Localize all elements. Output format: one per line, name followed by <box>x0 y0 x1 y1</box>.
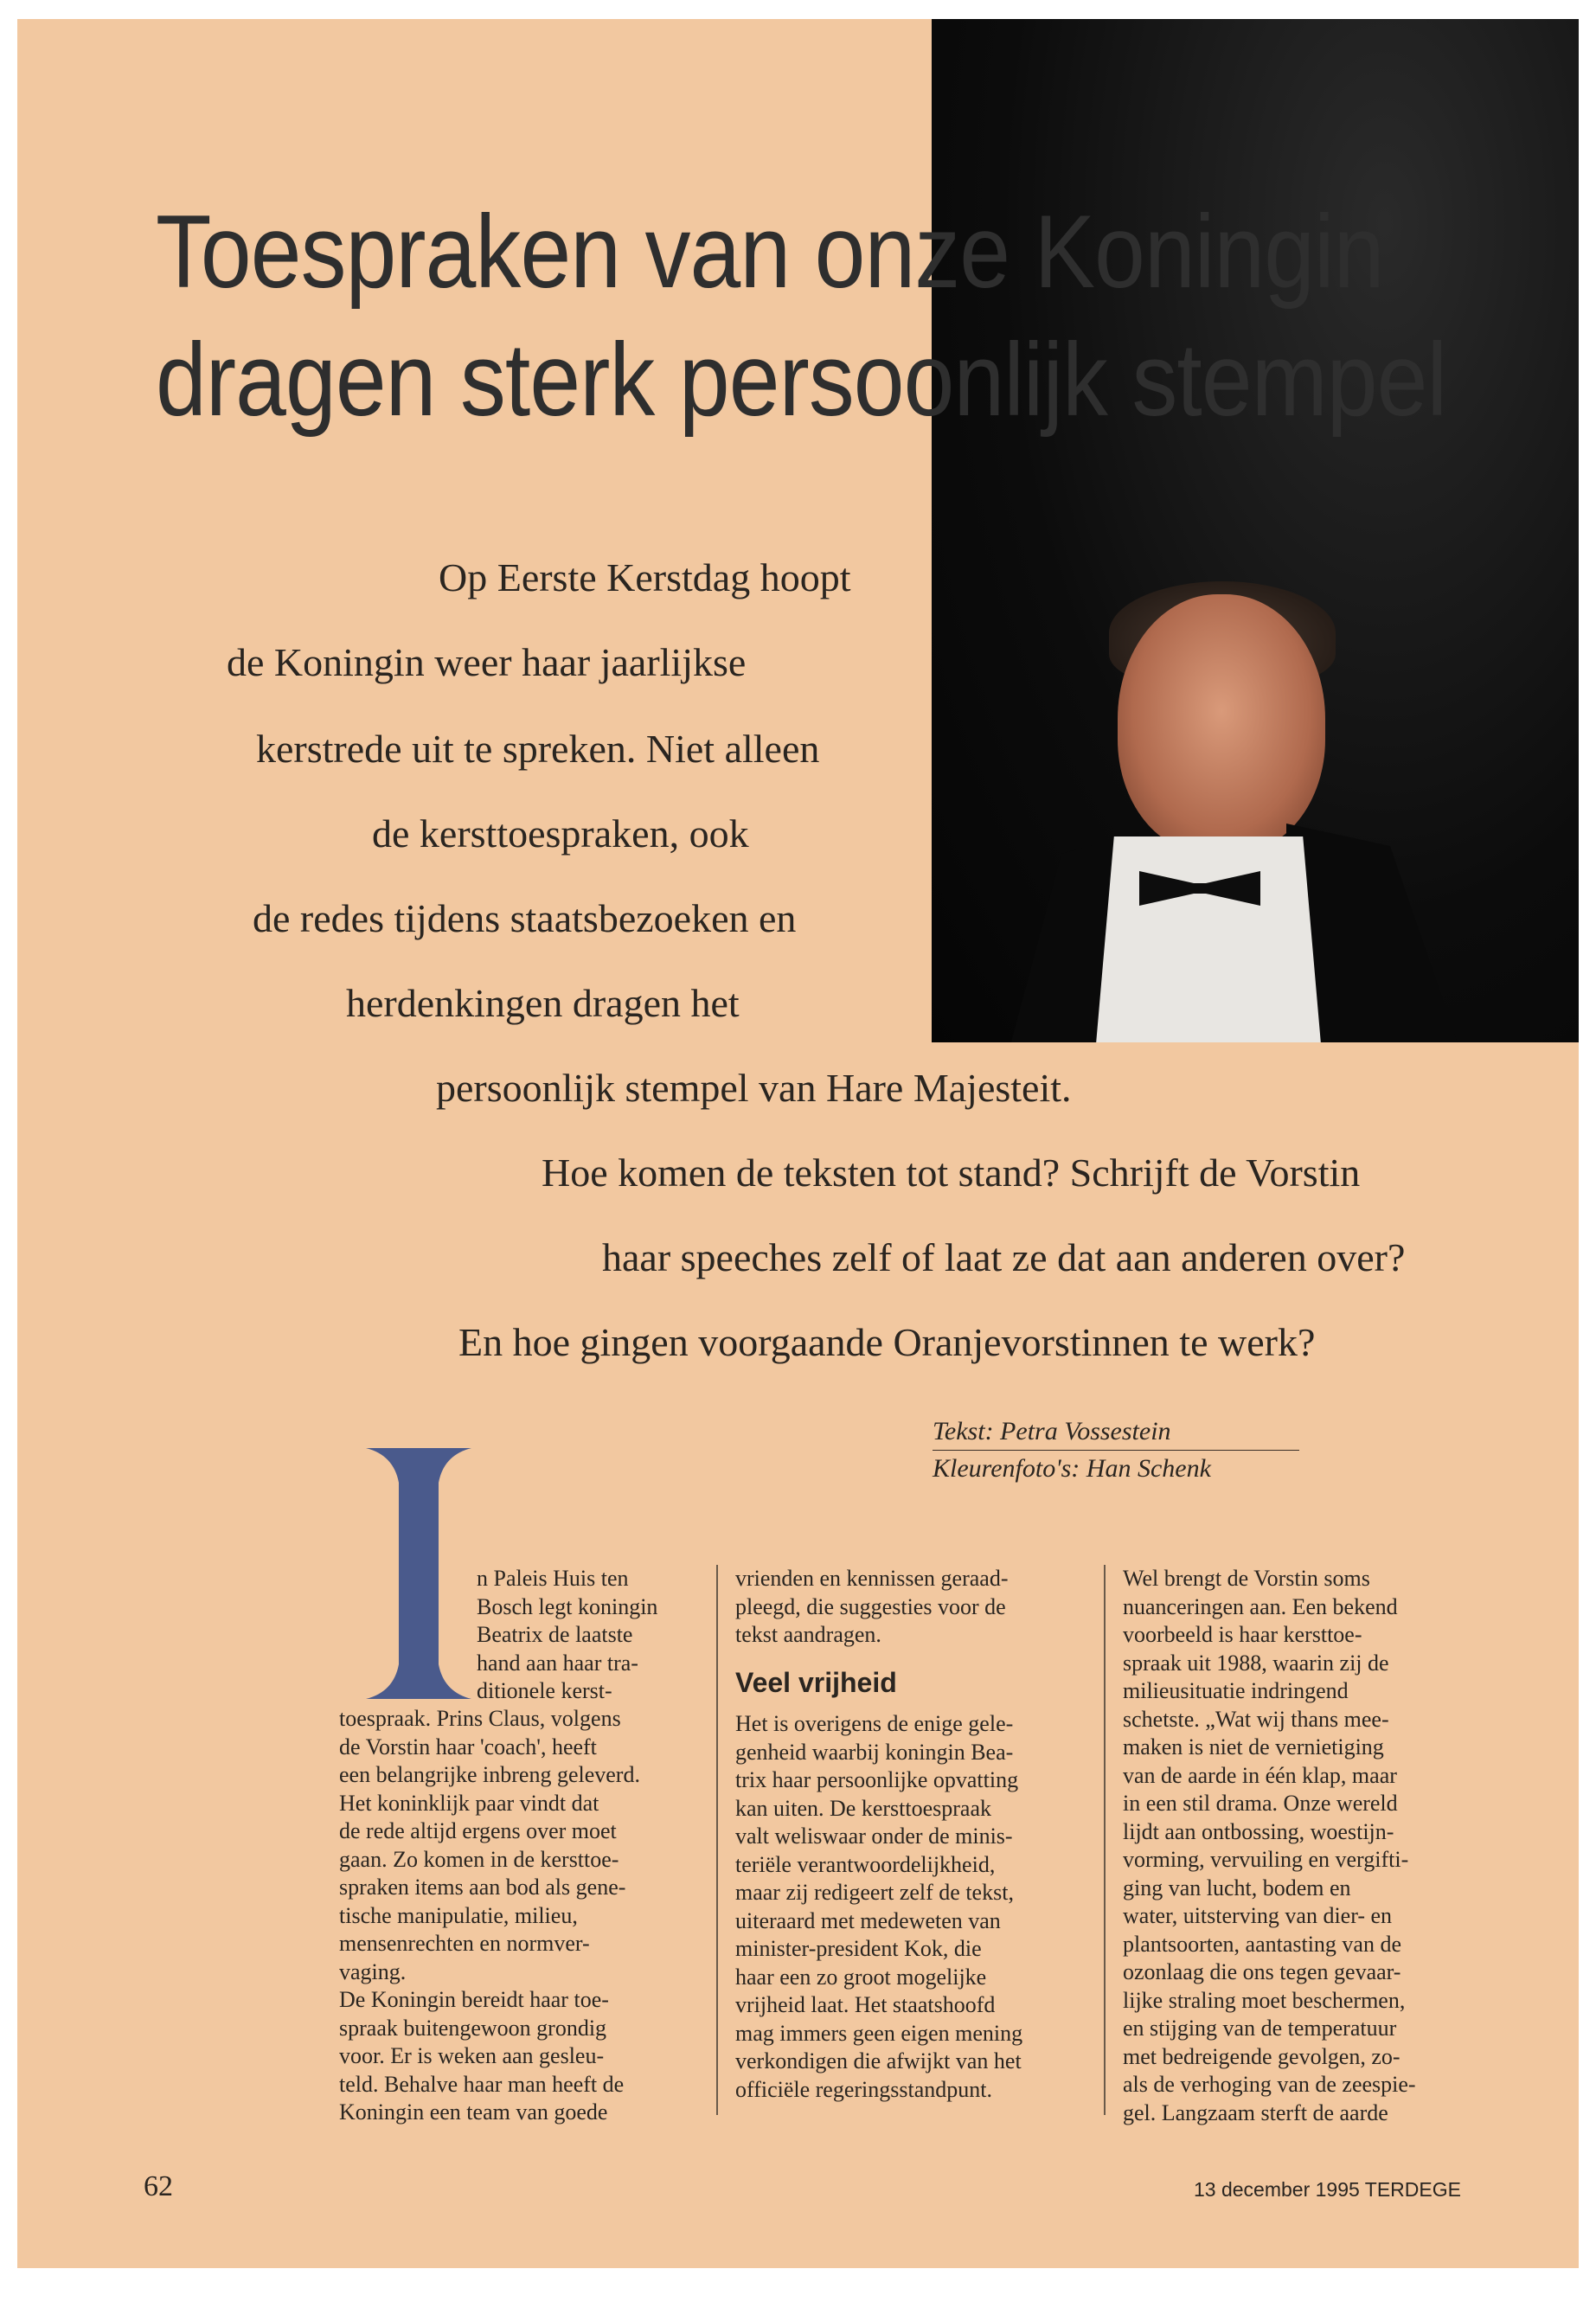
col2-line: maar zij redigeert zelf de tekst, <box>735 1880 1014 1905</box>
column-separator-1 <box>716 1565 718 2115</box>
col2-line: trix haar persoonlijke opvatting <box>735 1767 1019 1792</box>
col2-line: minister-president Kok, die <box>735 1936 982 1961</box>
intro-line-6: herdenkingen dragen het <box>346 981 740 1025</box>
col3-line: met bedreigende gevolgen, zo- <box>1123 2043 1401 2069</box>
intro-line-10: En hoe gingen voorgaande Oranjevorstinnen te werk? <box>458 1320 1316 1364</box>
col3-line: maken is niet de vernietiging <box>1123 1734 1384 1759</box>
col2-line: haar een zo groot mogelijke <box>735 1964 987 1990</box>
col3-line: voorbeeld is haar kersttoe- <box>1123 1622 1362 1647</box>
col3-line: lijdt aan ontbossing, woestijn- <box>1123 1818 1394 1844</box>
col3-line: van de aarde in één klap, maar <box>1123 1762 1397 1788</box>
col2-line: uiteraard met medeweten van <box>735 1907 1001 1933</box>
issue-date-magazine: 13 december 1995 TERDEGE <box>1194 2178 1461 2201</box>
col3-line: vorming, vervuiling en vergifti- <box>1123 1847 1409 1872</box>
dropcap-letter <box>366 1448 471 1699</box>
col1-line: een belangrijke inbreng geleverd. <box>339 1762 640 1787</box>
col1-line: spraak buitengewoon grondig <box>339 2015 607 2041</box>
subheading-veel-vrijheid: Veel vrijheid <box>735 1666 897 1698</box>
credit-text: Tekst: Petra Vossestein <box>933 1413 1299 1451</box>
intro-line-7: persoonlijk stempel van Hare Majesteit. <box>436 1066 1072 1110</box>
col2-line: officiële regeringsstandpunt. <box>735 2076 992 2102</box>
intro-line-3: kerstrede uit te spreken. Niet alleen <box>256 727 820 771</box>
intro-line-8: Hoe komen de teksten tot stand? Schrijft de Vorstin <box>542 1150 1361 1195</box>
col1-line: Beatrix de laatste <box>477 1622 633 1647</box>
credits <box>933 1413 1299 1487</box>
col1-line: de rede altijd ergens over moet <box>339 1818 617 1843</box>
col3-line: schetste. „Wat wij thans mee- <box>1123 1706 1389 1732</box>
col3-line: gel. Langzaam sterft de aarde <box>1123 2099 1388 2125</box>
col2-line: valt weliswaar onder de minis- <box>735 1823 1013 1849</box>
col3-line: ozonlaag die ons tegen gevaar- <box>1123 1959 1401 1984</box>
col3-line: lijke straling moet beschermen, <box>1123 1987 1406 2013</box>
col2-line: vrienden en kennissen geraad- <box>735 1566 1009 1591</box>
col1-line: tische manipulatie, milieu, <box>339 1902 578 1928</box>
col2-line: Het is overigens de enige gele- <box>735 1711 1014 1736</box>
portrait-photo <box>932 19 1579 1042</box>
column-separator-2 <box>1104 1565 1106 2115</box>
col2-line: genheid waarbij koningin Bea- <box>735 1739 1014 1765</box>
col3-line: spraak uit 1988, waarin zij de <box>1123 1650 1389 1676</box>
title-line-1: Toespraken van onze Koningin <box>156 194 1384 310</box>
credit-photos: Kleurenfoto's: Han Schenk <box>933 1454 1211 1483</box>
column-3 <box>1123 1565 1512 2127</box>
col1-line: Koningin een team van goede <box>339 2099 608 2125</box>
column-1-indent <box>477 1565 657 1706</box>
intro-line-1: Op Eerste Kerstdag hoopt <box>439 555 851 599</box>
col1-line: Bosch legt koningin <box>477 1593 658 1619</box>
photo-shirt <box>1096 836 1321 1042</box>
col1-line: n Paleis Huis ten <box>477 1566 629 1591</box>
col2-line: teriële verantwoordelijkheid, <box>735 1851 996 1877</box>
col3-line: en stijging van de temperatuur <box>1123 2016 1397 2041</box>
intro-line-4: de kersttoespraken, ook <box>372 811 749 856</box>
col2-line: mag immers geen eigen mening <box>735 2020 1023 2046</box>
photo-face <box>1118 594 1325 854</box>
col3-line: ging van lucht, bodem en <box>1123 1875 1351 1900</box>
column-2 <box>735 1565 1116 2104</box>
col3-line: Wel brengt de Vorstin soms <box>1123 1566 1370 1591</box>
col1-line: ditionele kerst- <box>477 1678 612 1703</box>
page-number: 62 <box>144 2170 173 2202</box>
col2-line: pleegd, die suggesties voor de <box>735 1593 1006 1619</box>
col1-line: hand aan haar tra- <box>477 1650 638 1676</box>
col1-line: toespraak. Prins Claus, volgens <box>339 1706 621 1731</box>
title-line-2: dragen sterk persoonlijk stempel <box>156 322 1447 438</box>
col2-line: verkondigen die afwijkt van het <box>735 2048 1022 2073</box>
intro-line-5: de redes tijdens staatsbezoeken en <box>253 896 797 940</box>
col3-line: in een stil drama. Onze wereld <box>1123 1791 1398 1816</box>
col2-line: vrijheid laat. Het staatshoofd <box>735 1992 996 2017</box>
col2-line: tekst aandragen. <box>735 1622 881 1647</box>
magazine-page <box>17 19 1579 2268</box>
col3-line: nuanceringen aan. Een bekend <box>1123 1593 1398 1619</box>
col2-line: kan uiten. De kersttoespraak <box>735 1795 992 1821</box>
col1-line: teld. Behalve haar man heeft de <box>339 2071 625 2097</box>
col1-line: gaan. Zo komen in de kersttoe- <box>339 1846 619 1872</box>
col1-line: spraken items aan bod als gene- <box>339 1875 626 1900</box>
col1-line: Het koninklijk paar vindt dat <box>339 1790 599 1816</box>
col3-line: water, uitsterving van dier- en <box>1123 1903 1393 1928</box>
col3-line: milieusituatie indringend <box>1123 1678 1349 1703</box>
col1-line: mensenrechten en normver- <box>339 1931 590 1956</box>
col3-line: plantsoorten, aantasting van de <box>1123 1931 1402 1957</box>
col3-line: als de verhoging van de zeespie- <box>1123 2072 1416 2097</box>
col1-line: vaging. <box>339 1958 407 1984</box>
col1-line: voor. Er is weken aan gesleu- <box>339 2043 605 2068</box>
intro-line-9: haar speeches zelf of laat ze dat aan anderen over? <box>602 1235 1406 1279</box>
intro-line-2: de Koningin weer haar jaarlijkse <box>227 640 747 684</box>
article-title <box>156 188 1446 444</box>
col1-line: De Koningin bereidt haar toe- <box>339 1987 609 2012</box>
col1-line: de Vorstin haar 'coach', heeft <box>339 1734 597 1759</box>
column-1-body <box>339 1705 640 2127</box>
